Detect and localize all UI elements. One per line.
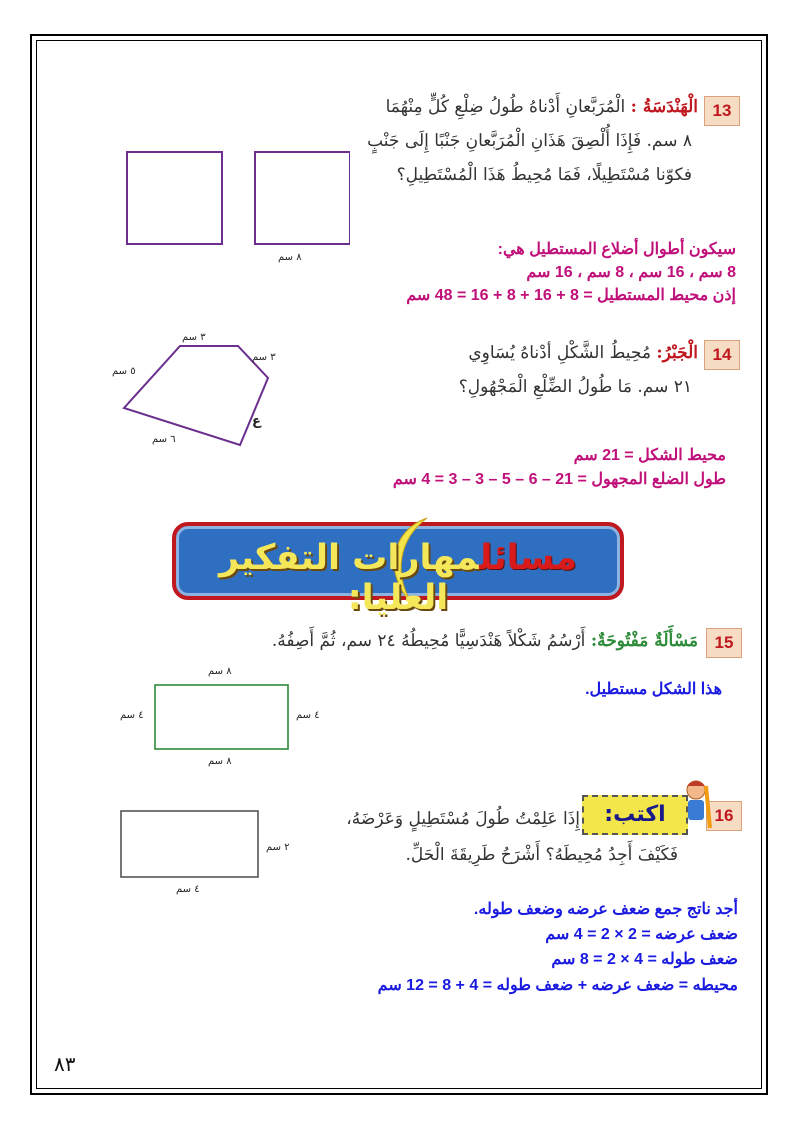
q14-line2: ٢١ سم. مَا طُولُ الضِّلْعِ الْمَجْهُولِ؟ [458,377,692,397]
question-number-14: 14 [704,340,740,370]
square-left [127,152,222,244]
q16-answer-line2: ضعف عرضه = 2 × 2 = 4 سم [545,926,738,943]
q14-keyword: الْجَبْرُ: [656,343,698,363]
banner-title [176,538,620,618]
child-with-pencil-icon [684,776,712,836]
q16-answer-line3: ضعف طوله = 4 × 2 = 8 سم [551,951,738,968]
rectangle-shape-16 [121,811,258,877]
q15-label-right: ٤ سم [296,710,320,721]
q13-answer-line3: إذن محيط المستطيل = 8 + 16 + 8 + 16 = 48 سم [406,287,736,304]
question-number-15: 15 [706,628,742,658]
banner-rest: مهارات التفكير العليا: [218,538,480,618]
q15-label-left: ٤ سم [120,710,144,721]
q16-answer-line4: محيطه = ضعف عرضه + ضعف طوله = 4 + 8 = 12 سم [377,977,738,994]
q14-line1 [380,336,698,370]
q13-keyword: الْهَنْدَسَةُ : [630,97,698,117]
banner-red-word: مسائل [479,538,578,578]
q13-figure-label: ٨ سم [278,252,302,263]
q16-line1: إِذَا عَلِمْتُ طُولَ مُسْتَطِيلٍ وَعَرْضَهُ، [346,809,580,829]
question-number-13: 13 [704,96,740,126]
q14-answer-line1: محيط الشكل = 21 سم [573,447,726,464]
q15-keyword: مَسْأَلَةٌ مَفْتُوحَةٌ: [590,631,698,651]
q16-line2: فَكَيْفَ أَجِدُ مُحِيطَهُ؟ أَشْرَحُ طَرِيقَةَ الْحَلِّ. [405,845,678,865]
q14-label-top: ٣ سم [182,332,206,343]
q14-label-bottom: ٦ سم [152,434,176,445]
q16-rectangle [116,806,266,881]
q15-label-bottom: ٨ سم [208,756,232,767]
q15-answer: هذا الشكل مستطيل. [585,681,722,698]
page-number: ٨٣ [54,1052,76,1076]
q14-pentagon [110,330,280,460]
q15-line1-text: أَرْسُمُ شَكْلاً هَنْدَسِيًّا مُحِيطُهُ ٢٤ سم، ثُمَّ أَصِفُهُ. [271,631,586,651]
q16-label-bottom: ٤ سم [176,884,200,895]
q15-label-top: ٨ سم [208,666,232,677]
rectangle-shape [155,685,288,749]
q16-label-side: ٢ سم [266,842,290,853]
q13-answer-line2: 8 سم ، 16 سم ، 8 سم ، 16 سم [526,264,736,281]
higher-thinking-banner [172,522,624,618]
q14-line1-text: مُحِيطُ الشَّكْلِ أدْناهُ يُسَاوِي [468,343,651,363]
q15-line1 [200,624,698,658]
question-number-16: 16 [706,801,742,831]
q13-line3: فكوّنا مُسْتَطِيلًا، فَمَا مُحِيطُ هَذَا الْمُسْتَطِيلِ؟ [396,165,692,185]
q13-answer-line1: سيكون أطوال أضلاع المستطيل هي: [497,241,736,258]
q14-label-right-top: ٣ سم [252,352,276,363]
q14-label-unknown: ع [252,414,261,429]
q13-line1-text: الْمُرَبَّعانِ أَدْناهُ طُولُ ضِلْعِ كُلٍّ مِنْهُمَا [385,97,626,117]
q13-line1 [330,90,698,124]
pentagon-shape [124,346,268,445]
q14-label-left: ٥ سم [112,366,136,377]
q13-line2: ٨ سم. فَإِذَا أُلْصِقَ هَذَانِ الْمُرَبَّعانِ جَنْبًا إِلَى جَنْبٍ [367,131,692,151]
write-badge: اكتب: [582,795,688,835]
q16-answer-line1: أجد ناتج جمع ضعف عرضه وضعف طوله. [473,901,738,918]
q15-rectangle [150,680,295,755]
square-right [255,152,350,244]
q14-answer-line2: طول الضلع المجهول = 21 – 6 – 5 – 3 – 3 = 4 سم [392,471,726,488]
